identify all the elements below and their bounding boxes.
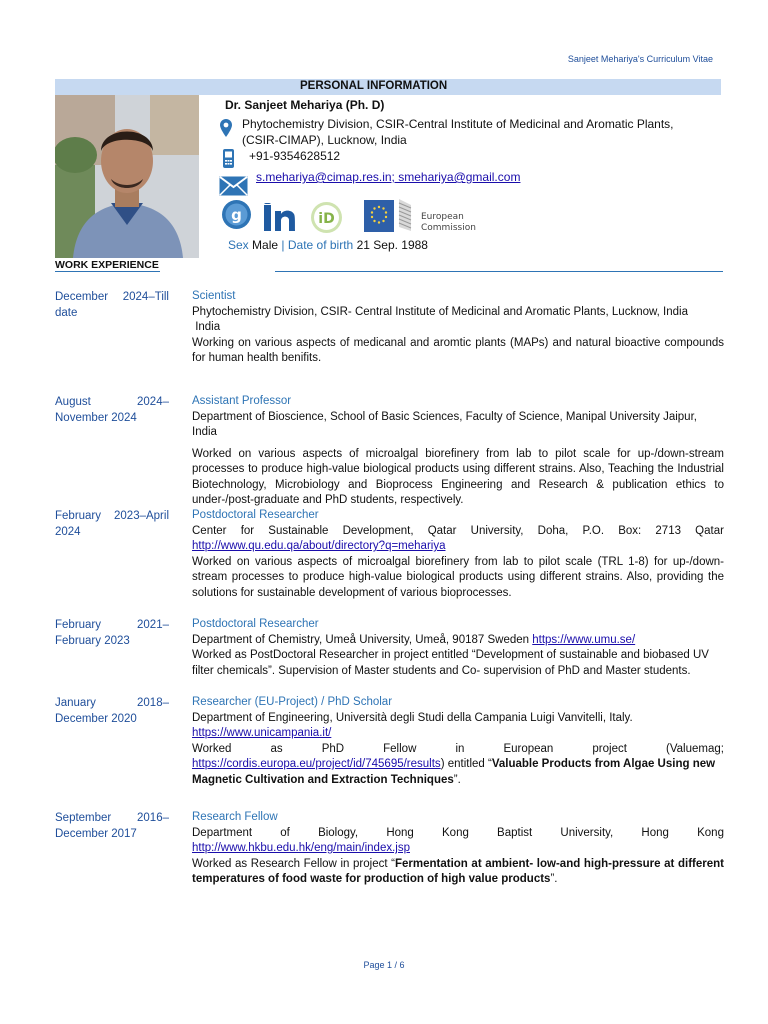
sex-value: Male — [252, 238, 279, 252]
entry-5-url[interactable]: https://www.unicampania.it/ — [192, 727, 332, 739]
entry-6-date: September 2016– December 2017 — [55, 812, 169, 840]
dob-label: Date of birth — [287, 238, 354, 252]
entry-5-role: Researcher (EU-Project) / PhD Scholar — [192, 696, 393, 708]
entry-5-line1: Department of Engineering, Università degli Studi della Campania Luigi Vanvitelli, Italy. — [192, 711, 633, 724]
eu-text-1: European — [421, 212, 464, 222]
entry-4-role: Postdoctoral Researcher — [192, 618, 319, 630]
work-experience-title: WORK EXPERIENCE — [55, 259, 159, 271]
entry-6-desc: Worked as Research Fellow in project “Fermentation at ambient- low-and high-pressure at different temperatures of food waste for production of high value products”. — [192, 857, 724, 885]
entry-5-date: January 2018– December 2020 — [55, 697, 169, 725]
entry-2-desc: Worked on various aspects of microalgal biorefinery from lab to pilot scale for up-/down-stream processes to produce high-value biological products using different strains. Also, Teaching the Industrial Biotechnology, Microbiology and Bioprocess Engineering and Research & publication ethics to under-/post-graduate and PhD students, respectively. — [192, 447, 724, 506]
entry-4-desc: Worked as PostDoctoral Researcher in project entitled “Development of sustainable and biobased UV filter chemicals”. Supervision of Master students and Co- supervision of PhD and Master students. — [192, 649, 709, 677]
entry-2-role: Assistant Professor — [192, 395, 292, 407]
entry-3-role: Postdoctoral Researcher — [192, 509, 319, 521]
location-icon — [220, 119, 232, 140]
entry-4-line1: Department of Chemistry, Umeå University, Umeå, 90187 Sweden https://www.umu.se/ — [192, 633, 636, 646]
email-icon — [219, 176, 248, 199]
entry-5 — [192, 695, 724, 788]
european-commission-logo — [363, 197, 478, 238]
eu-text-2: Commission — [421, 223, 476, 233]
entry-1-desc: Working on various aspects of medicanal and aromtic plants (MAPs) and natural bioactive compounds for human health benifits. — [192, 336, 724, 364]
phone-icon — [222, 149, 235, 171]
section-rule-left — [55, 271, 160, 272]
entry-2 — [192, 394, 724, 509]
sex-dob-line — [228, 238, 428, 252]
section-rule-right — [275, 271, 723, 272]
linkedin-icon[interactable] — [264, 203, 296, 234]
svg-text:iD: iD — [318, 211, 335, 227]
entry-5-url2[interactable]: https://cordis.europa.eu/project/id/745695/results — [192, 758, 441, 770]
entry-5-desc: https://cordis.europa.eu/project/id/745695/results) entitled “Valuable Products from Algae Using new Magnetic Cultivation and Extraction Techniques”. — [192, 758, 716, 786]
entry-6 — [192, 810, 724, 888]
entry-3-line1: Center for Sustainable Development, Qatar University, Doha, P.O. Box: 2713 Qatar — [192, 524, 724, 537]
address-line-1: Phytochemistry Division, CSIR-Central Institute of Medicinal and Aromatic Plants, — [242, 117, 674, 131]
entry-4-url[interactable]: https://www.umu.se/ — [532, 633, 636, 646]
entry-6-role: Research Fellow — [192, 811, 278, 823]
cv-header-title: Sanjeet Mehariya's Curriculum Vitae — [567, 54, 713, 64]
phone-number: +91-9354628512 — [249, 149, 341, 163]
address-line-2: (CSIR-CIMAP), Lucknow, India — [242, 133, 407, 147]
entry-4 — [192, 617, 724, 679]
entry-1-role: Scientist — [192, 290, 236, 302]
entry-1-date: December 2024–Till date — [55, 291, 169, 319]
entry-3-url[interactable]: http://www.qu.edu.qa/about/directory?q=mehariya — [192, 540, 446, 552]
entry-5-desc-line1: Worked as PhD Fellow in European project (Valuemag; — [192, 742, 724, 755]
entry-3 — [192, 508, 724, 601]
personal-info-title: PERSONAL INFORMATION — [300, 80, 448, 92]
entry-2-date: August 2024– November 2024 — [55, 396, 169, 424]
entry-2-line1: Department of Bioscience, School of Basic Sciences, Faculty of Science, Manipal University Jaipur, India — [192, 410, 697, 438]
separator: | — [281, 238, 285, 252]
page-number: Page 1 / 6 — [363, 960, 405, 970]
entry-1-line2: India — [192, 321, 221, 333]
entry-4-date: February 2021– February 2023 — [55, 619, 169, 647]
profile-photo — [55, 95, 199, 258]
entry-3-date: February 2023–April 2024 — [55, 510, 169, 538]
sex-label: Sex — [228, 238, 249, 252]
person-name: Dr. Sanjeet Mehariya (Ph. D) — [225, 98, 385, 112]
entry-1 — [192, 289, 724, 367]
entry-6-line1: Department of Biology, Hong Kong Baptist University, Hong Kong — [192, 826, 724, 839]
entry-3-desc: Worked on various aspects of microalgal biorefinery from lab to pilot scale (TRL 1-8) for up-/down-stream processes to produce high-value biological products using different strains. Also, providing the solutions for sustainable development of various bioprocesses. — [192, 555, 724, 599]
google-icon[interactable] — [221, 199, 252, 233]
dob-value: 21 Sep. 1988 — [356, 238, 428, 252]
email-link[interactable]: s.mehariya@cimap.res.in; smehariya@gmail.com — [256, 170, 521, 184]
entry-6-url[interactable]: http://www.hkbu.edu.hk/eng/main/index.jsp — [192, 842, 410, 854]
svg-text:g: g — [231, 206, 242, 224]
entry-1-line1: Phytochemistry Division, CSIR- Central Institute of Medicinal and Aromatic Plants, Lucknow, India — [192, 305, 688, 318]
orcid-icon[interactable] — [310, 201, 343, 237]
